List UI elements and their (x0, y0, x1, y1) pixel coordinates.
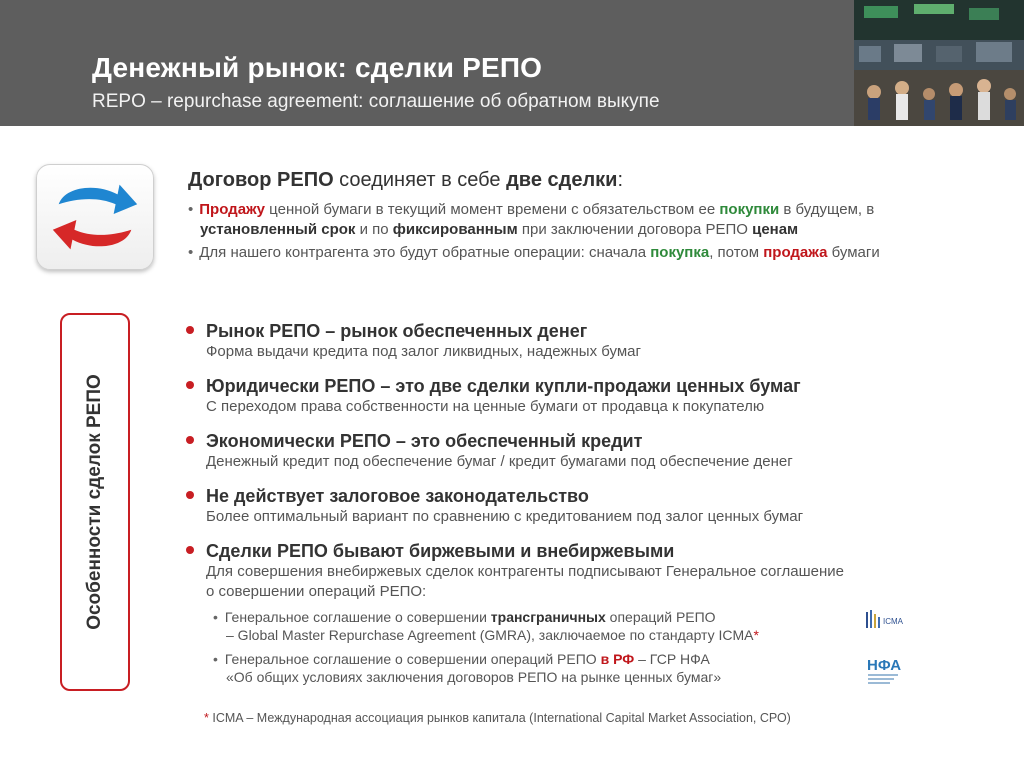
feature-desc: Для совершения внебиржевых сделок контрагенты подписывают Генеральное соглашение (206, 563, 845, 580)
red-bullet-icon (186, 491, 194, 499)
kw-crossborder: трансграничных (490, 609, 606, 625)
kw-purchase: покупки (719, 201, 780, 218)
kw-sale: продажа (763, 244, 828, 261)
feature-title: Сделки РЕПО бывают биржевыми и внебиржевыми (206, 541, 675, 561)
kw-prices: ценам (752, 221, 799, 238)
feature-desc: Более оптимальный вариант по сравнению с кредитованием под залог ценных бумаг (206, 508, 804, 525)
feature-title: Не действует залоговое законодательство (206, 486, 589, 506)
red-bullet-icon (186, 436, 194, 444)
intro-bullet-2 (188, 243, 880, 263)
text: бумаги (827, 244, 880, 261)
text: – Global Master Repurchase Agreement (GMRA), заключаемое по стандарту ICMA (226, 627, 754, 643)
intro-bullet-1 (188, 200, 874, 220)
feature-desc-cont: о совершении операций РЕПО: (206, 583, 427, 600)
red-bullet-icon (186, 326, 194, 334)
swap-arrows-icon (36, 164, 154, 270)
feature-desc: Денежный кредит под обеспечение бумаг / кредит бумагами под обеспечение денег (206, 453, 793, 470)
sub-item-1-cont (226, 626, 759, 644)
feature-title: Юридически РЕПО – это две сделки купли-продажи ценных бумаг (206, 376, 801, 396)
side-label: Особенности сделок РЕПО (84, 374, 105, 630)
text: , потом (709, 244, 764, 261)
text: – ГСР НФА (634, 651, 710, 667)
kw-purchase: покупка (650, 244, 710, 261)
feature-item (186, 540, 844, 602)
intro-bullet-1-cont (200, 220, 798, 240)
slide-header (0, 0, 1024, 126)
nfa-logo (866, 652, 904, 686)
red-bullet-icon (186, 381, 194, 389)
text: операций РЕПО (605, 609, 716, 625)
feature-item (186, 375, 801, 417)
feature-item (186, 485, 803, 527)
kw-fixed: фиксированным (392, 221, 518, 238)
feature-desc: Форма выдачи кредита под залог ликвидных, надежных бумаг (206, 343, 641, 360)
icma-logo (866, 608, 914, 632)
kw-rf: в РФ (600, 651, 635, 667)
sub-item-2 (213, 650, 710, 668)
text: при заключении договора РЕПО (517, 221, 753, 238)
red-bullet-icon (186, 546, 194, 554)
footnote (204, 711, 791, 725)
kw-sale: Продажу (199, 201, 266, 218)
text: Генеральное соглашение о совершении (224, 609, 491, 625)
feature-title: Экономически РЕПО – это обеспеченный кредит (206, 431, 643, 451)
nfa-logo-text: НФА (867, 657, 902, 674)
text: Генеральное соглашение о совершении операций РЕПО (224, 651, 601, 667)
text: Для нашего контрагента это будут обратные операции: сначала (199, 244, 651, 261)
intro-title-text: соединяет в себе (333, 169, 507, 191)
trading-floor-photo (854, 0, 1024, 126)
icma-logo-text: ICMA (883, 617, 903, 626)
text: и по (355, 221, 393, 238)
feature-title: Рынок РЕПО – рынок обеспеченных денег (206, 321, 588, 341)
feature-desc: С переходом права собственности на ценные бумаги от продавца к покупателю (206, 398, 765, 415)
bullet-dot: • (188, 244, 194, 261)
intro-title-two-deals: две сделки (506, 169, 618, 191)
bullet-dot: • (213, 651, 218, 667)
footnote-text: ICMA – Международная ассоциация рынков капитала (International Capital Market Association, СРО) (212, 711, 791, 725)
footnote-mark: * (204, 711, 213, 725)
bullet-dot: • (213, 609, 218, 625)
footnote-mark: * (753, 627, 759, 643)
text: в будущем, в (779, 201, 875, 218)
text: «Об общих условиях заключения договоров РЕПО на рынке ценных бумаг» (226, 669, 722, 685)
intro-title (188, 169, 623, 192)
bullet-dot: • (188, 201, 194, 218)
page-title: Денежный рынок: сделки РЕПО (92, 52, 543, 83)
kw-term: установленный срок (200, 221, 356, 238)
intro-title-colon: : (617, 169, 624, 191)
page-subtitle: REPO – repurchase agreement: соглашение об обратном выкупе (92, 91, 660, 112)
feature-item (186, 320, 641, 362)
text: ценной бумаги в текущий момент времени с обязательством ее (265, 201, 720, 218)
feature-item (186, 430, 793, 472)
intro-title-repo: Договор РЕПО (188, 169, 334, 191)
sub-item-1 (213, 608, 716, 626)
sub-item-2-cont (226, 668, 721, 686)
